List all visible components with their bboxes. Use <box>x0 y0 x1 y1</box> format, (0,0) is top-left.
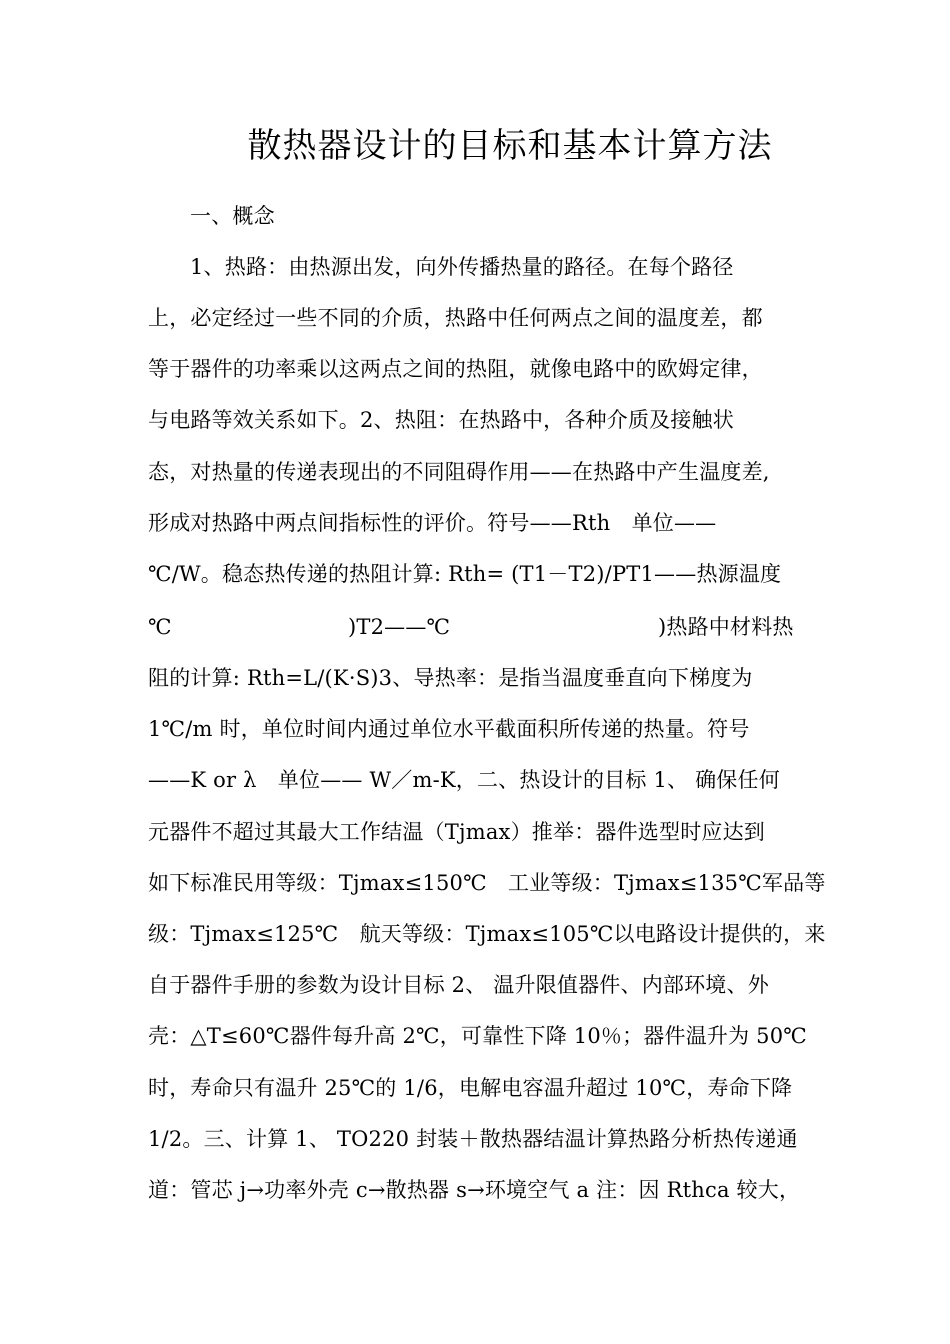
paragraph-line: 与电路等效关系如下。2、热阻：在热路中，各种介质及接触状 <box>148 408 734 432</box>
temperature-unit-c: )热路中材料热 <box>658 615 794 639</box>
paragraph-line: 1、热路：由热源出发，向外传播热量的路径。在每个路径 <box>190 255 734 279</box>
temperature-unit-a: ℃ <box>148 615 172 639</box>
paragraph-line: 壳：△T≤60℃器件每升高 2℃，可靠性下降 10％；器件温升为 50℃ <box>148 1024 807 1048</box>
paragraph-line: 等于器件的功率乘以这两点之间的热阻，就像电路中的欧姆定律， <box>148 357 763 381</box>
paragraph-line: 形成对热路中两点间指标性的评价。符号——Rth 单位—— <box>148 511 717 535</box>
document-title: 散热器设计的目标和基本计算方法 <box>247 126 773 166</box>
paragraph-line: 级：Tjmax≤125℃ 航天等级：Tjmax≤105℃以电路设计提供的，来 <box>148 922 826 946</box>
paragraph-line: 道：管芯 j→功率外壳 c→散热器 s→环境空气 a 注：因 Rthca 较大， <box>148 1178 801 1202</box>
paragraph-line: ℃/W。稳态热传递的热阻计算: Rth= (T1－T2)/PT1——热源温度 <box>148 562 782 586</box>
paragraph-line: 态，对热量的传递表现出的不同阻碍作用——在热路中产生温度差, <box>148 460 770 484</box>
paragraph-line: 阻的计算: Rth=L/(K·S)3、导热率：是指当温度垂直向下梯度为 <box>148 666 753 690</box>
paragraph-line: 如下标准民用等级：Tjmax≤150℃ 工业等级：Tjmax≤135℃军品等 <box>148 871 826 895</box>
paragraph-line: 自于器件手册的参数为设计目标 2、 温升限值器件、内部环境、外 <box>148 973 769 997</box>
paragraph-line: 元器件不超过其最大工作结温（Tjmax）推举：器件选型时应达到 <box>148 820 765 844</box>
paragraph-line: 1℃/m 时，单位时间内通过单位水平截面积所传递的热量。符号 <box>148 717 750 741</box>
paragraph-line: 上，必定经过一些不同的介质，热路中任何两点之间的温度差，都 <box>148 306 763 330</box>
paragraph-line: 1/2。三、计算 1、 TO220 封装＋散热器结温计算热路分析热传递通 <box>148 1127 798 1151</box>
paragraph-line: 时，寿命只有温升 25℃的 1/6，电解电容温升超过 10℃，寿命下降 <box>148 1076 793 1100</box>
section-heading-concepts: 一、概念 <box>190 204 275 228</box>
paragraph-line: ——K or λ 单位—— W／m-K，二、热设计的目标 1、 确保任何 <box>148 768 780 792</box>
temperature-unit-b: )T2——℃ <box>348 615 451 639</box>
